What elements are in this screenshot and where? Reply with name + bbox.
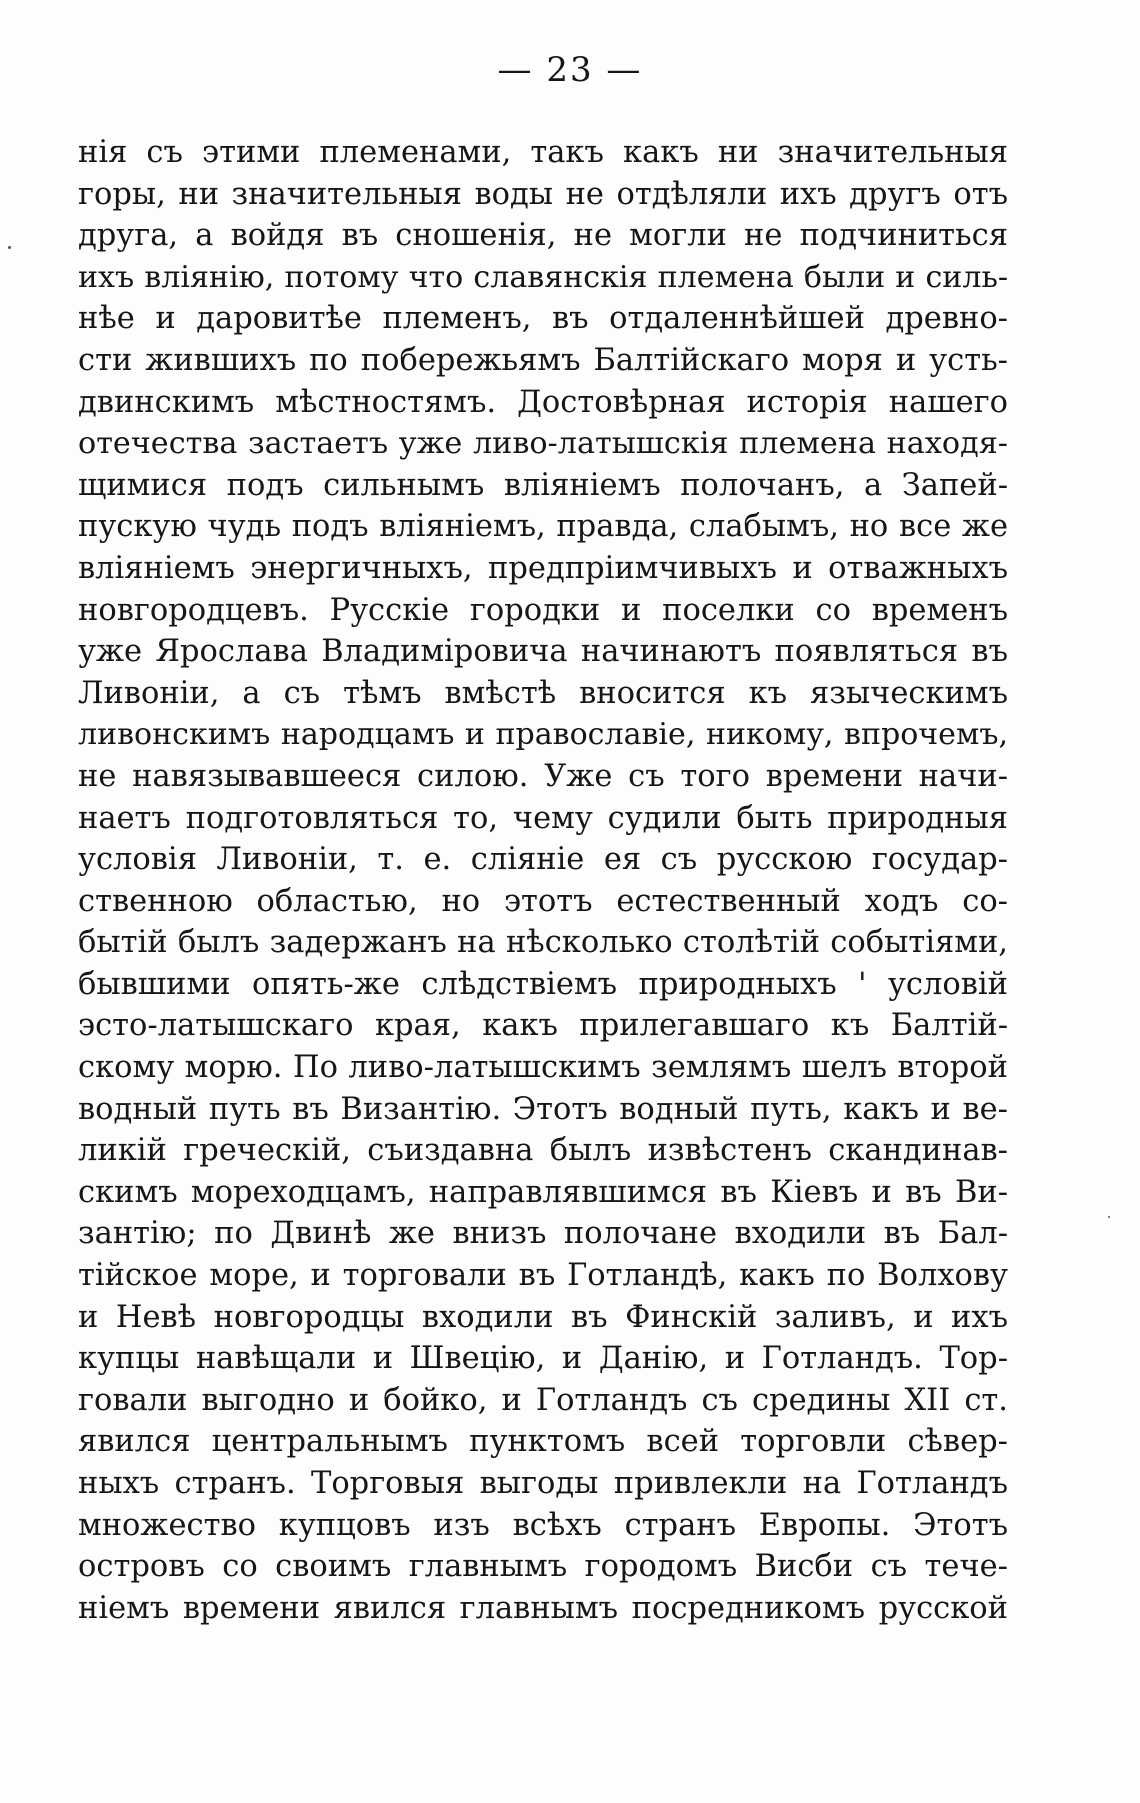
text-line: ливонскимъ народцамъ и православіе, никому, впрочемъ, [78,717,1008,753]
text-line: отечества застаетъ уже ливо-латышскія племена находя- [78,426,1008,462]
text-line: наетъ подготовляться то, чему судили быть природныя [78,800,1008,836]
text-line: Ливоніи, а съ тѣмъ вмѣстѣ вносится къ языческимъ [78,675,1008,711]
text-line: не навязывавшееся силою. Уже съ того времени начи- [78,758,1008,794]
text-line: ихъ вліянію, потому что славянскія племена были и силь- [78,259,1008,295]
text-line: уже Ярослава Владиміровича начинаютъ появляться въ [78,634,1008,670]
body-text [78,132,1008,1629]
text-line: водный путь въ Византію. Этотъ водный путь, какъ и ве- [78,1091,1008,1127]
text-line: явился центральнымъ пунктомъ всей торговли сѣвер- [78,1424,1008,1460]
text-line: эсто-латышскаго края, какъ прилегавшаго къ Балтій- [78,1008,1008,1044]
text-line: друга, а войдя въ сношенія, не могли не подчиниться [78,218,1008,254]
page-number: — 23 — [497,50,643,90]
text-line: нія съ этими племенами, такъ какъ ни значительныя [78,135,1008,170]
scan-speck [1108,1216,1110,1218]
scan-speck [8,246,11,249]
text-line: новгородцевъ. Русскіе городки и поселки со временъ [78,592,1008,628]
text-line: ственною областью, но этотъ естественный ходъ со- [78,883,1008,919]
text-line: ликій греческій, съиздавна былъ извѣстенъ скандинав- [78,1133,1008,1169]
text-line: говали выгодно и бойко, и Готландъ съ средины XII ст. [78,1382,1008,1418]
text-line: бытій былъ задержанъ на нѣсколько столѣтій событіями, [78,925,1008,961]
text-line: множество купцовъ изъ всѣхъ странъ Европы. Этотъ [78,1507,1008,1543]
text-line: тійское море, и торговали въ Готландѣ, какъ по Волхову [78,1258,1008,1294]
text-line: купцы навѣщали и Швецію, и Данію, и Готландъ. Тор- [78,1341,1008,1377]
text-line: и Невѣ новгородцы входили въ Финскій заливъ, и ихъ [78,1299,1008,1335]
text-line: вліяніемъ энергичныхъ, предпріимчивыхъ и отважныхъ [78,550,1008,586]
text-line: нѣе и даровитѣе племенъ, въ отдаленнѣйшей древно- [78,301,1008,337]
text-line: ніемъ времени явился главнымъ посредникомъ русской [78,1590,1008,1626]
text-line: бывшими опять-же слѣдствіемъ природныхъ ' условій [78,966,1008,1002]
text-line: островъ со своимъ главнымъ городомъ Висби съ тече- [78,1549,1008,1585]
text-line: горы, ни значительныя воды не отдѣляли ихъ другъ отъ [78,176,1008,212]
text-line: зантію; по Двинѣ же внизъ полочане входили въ Бал- [78,1216,1008,1252]
text-line: сти жившихъ по побережьямъ Балтійскаго моря и усть- [78,342,1008,378]
text-line: двинскимъ мѣстностямъ. Достовѣрная исторія нашего [78,384,1008,420]
text-line: пускую чудь подъ вліяніемъ, правда, слабымъ, но все же [78,509,1008,545]
text-line: скимъ мореходцамъ, направлявшимся въ Кіевъ и въ Ви- [78,1174,1008,1210]
text-line: ныхъ странъ. Торговыя выгоды привлекли на Готландъ [78,1466,1008,1501]
text-line: условія Ливоніи, т. е. сліяніе ея съ русскою государ- [78,842,1008,878]
text-line: щимися подъ сильнымъ вліяніемъ полочанъ, а Запей- [78,467,1008,503]
text-line: скому морю. По ливо-латышскимъ землямъ шелъ второй [78,1050,1008,1086]
